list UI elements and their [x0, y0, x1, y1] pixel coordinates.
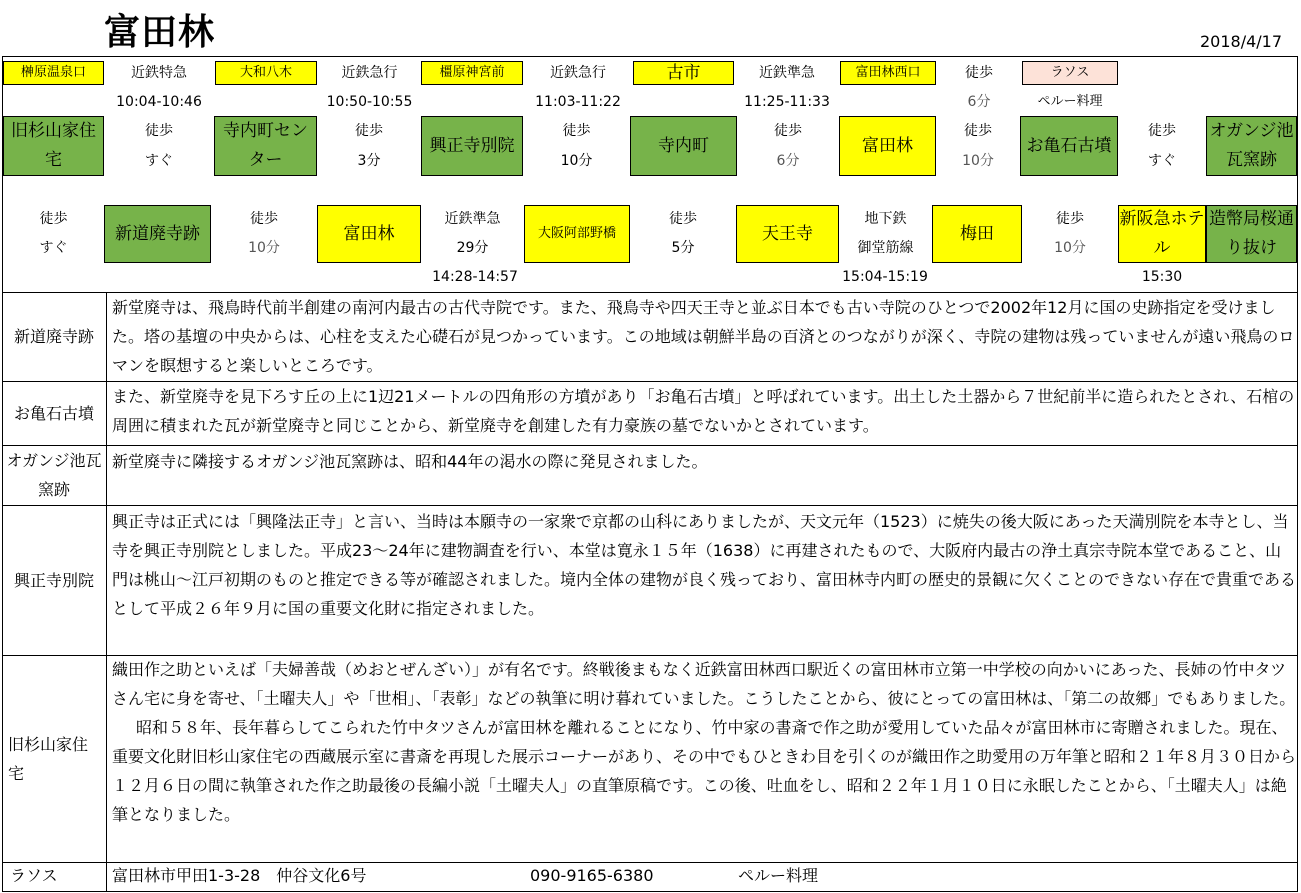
- desc-name-kyu-sugiyama: 旧杉山家住宅: [8, 734, 89, 783]
- segment-time: すぐ: [145, 152, 173, 169]
- segment-mode: 徒歩: [1148, 122, 1176, 139]
- arrival-time: 15:30: [1141, 268, 1183, 285]
- segment-time: 11:25-11:33: [744, 93, 830, 110]
- station-zoheikyoku: 造幣局桜通り抜け: [1206, 205, 1297, 263]
- station-jinaimachi-center: 寺内町センター: [214, 116, 317, 176]
- segment-time: 6分: [967, 93, 991, 110]
- date: 2018/4/17: [1200, 32, 1283, 51]
- segment-time: 10:50-10:55: [326, 93, 413, 110]
- info-name: ラソス: [10, 866, 58, 885]
- desc-name-koshoji: 興正寺別院: [13, 570, 94, 590]
- station-jinaimachi: 寺内町: [630, 116, 737, 176]
- page-title: 富田林: [104, 12, 216, 53]
- station-yamato-yagi: 大和八木: [215, 61, 317, 85]
- segment-mode: 徒歩: [965, 64, 993, 81]
- segment-time: 29分: [456, 239, 489, 256]
- station-shin-hankyu-hotel: 新阪急ホテル: [1118, 205, 1206, 263]
- station-umeda: 梅田: [932, 205, 1022, 263]
- desc-name-shindo-haiji: 新道廃寺跡: [13, 327, 94, 346]
- desc-text-shindo-haiji: 新堂廃寺は、飛鳥時代前半創建の南河内最古の古代寺院です。また、飛鳥寺や四天王寺と並ぶ日本でも古い寺院のひとつで2002年12月に国の史跡指定を受けました。塔の基壇の中央からは、心柱を支えた心礎石が見つかっています。この地域は朝鮮半島の百済とのつながりが深く、寺院の建物は残っていませんが遠い飛鳥のロマンを瞑想すると楽しいところです。: [112, 298, 1295, 375]
- station-kyu-sugiyama: 旧杉山家住宅: [3, 116, 104, 176]
- segment-mode: 地下鉄: [864, 210, 907, 227]
- segment-mode: 徒歩: [562, 122, 591, 139]
- segment-mode: 徒歩: [355, 122, 383, 139]
- divider: [2, 445, 1298, 446]
- desc-name-okameishi: お亀石古墳: [13, 403, 94, 423]
- station-rasosu: ラソス: [1022, 61, 1118, 85]
- segment-mode: 徒歩: [145, 122, 173, 139]
- station-sakakibara: 榊原温泉口: [3, 61, 104, 85]
- segment-mode: 徒歩: [250, 210, 278, 227]
- segment-time: 11:03-11:22: [535, 93, 621, 110]
- desc-text-okameishi: また、新堂廃寺を見下ろす丘の上に1辺21メートルの四角形の方墳があり「お亀石古墳」と呼ばれています。出土した土器から７世紀前半に造られたとされ、石棺の周囲に積まれた瓦が新堂廃寺と同じことから、新堂廃寺を創建した有力豪族の墓でないかとされています。: [112, 387, 1295, 435]
- segment-time: 10分: [1054, 239, 1086, 256]
- station-tondabayashi-nishiguchi: 富田林西口: [840, 61, 936, 85]
- segment-mode: 徒歩: [964, 122, 992, 139]
- rasosu-note: ペルー料理: [1037, 94, 1103, 110]
- desc-text-oganji: 新堂廃寺に隣接するオガンジ池瓦窯跡は、昭和44年の渇水の際に発見されました。: [112, 452, 708, 471]
- segment-time: 10分: [560, 152, 593, 169]
- divider: [2, 862, 1298, 863]
- info-cuisine: ペルー料理: [738, 866, 819, 885]
- segment-time: 10:04-10:46: [116, 93, 202, 110]
- station-tondabayashi: 富田林: [317, 205, 421, 263]
- segment-time: 3分: [357, 152, 381, 169]
- station-shindo-haiji: 新道廃寺跡: [104, 205, 211, 263]
- desc-name-oganji: オガンジ池瓦窯跡: [6, 451, 102, 499]
- segment-mode: 近鉄急行: [341, 64, 398, 81]
- segment-time: 6分: [776, 152, 800, 169]
- station-furuichi: 古市: [633, 61, 734, 85]
- segment-time: 5分: [671, 239, 695, 256]
- segment-mode: 近鉄準急: [759, 64, 815, 81]
- segment-line: 御堂筋線: [857, 239, 914, 256]
- segment-time: 10分: [248, 239, 280, 256]
- segment-mode: 近鉄準急: [444, 210, 501, 227]
- segment-mode: 徒歩: [774, 122, 802, 139]
- arrival-time: 15:04-15:19: [842, 268, 928, 285]
- segment-mode: 近鉄急行: [550, 64, 606, 81]
- station-tennoji: 天王寺: [736, 205, 839, 263]
- info-address: 富田林市甲田1-3-28 仲谷文化6号: [112, 866, 367, 885]
- segment-mode: 徒歩: [39, 210, 68, 227]
- station-tondabayashi: 富田林: [839, 116, 936, 176]
- station-koshoji-betsuin: 興正寺別院: [421, 116, 523, 176]
- arrival-time: 14:28-14:57: [432, 268, 518, 285]
- station-osaka-abenobashi: 大阪阿部野橋: [524, 205, 630, 263]
- segment-time: すぐ: [39, 239, 68, 256]
- segment-mode: 近鉄特急: [131, 64, 187, 81]
- divider: [2, 505, 1298, 506]
- divider: [106, 292, 107, 892]
- station-oganji-ike: オガンジ池瓦窯跡: [1206, 116, 1297, 176]
- info-phone: 090-9165-6380: [530, 866, 654, 885]
- desc-text-kyu-sugiyama: 織田作之助といえば「夫婦善哉（めおとぜんざい）」が有名です。終戦後まもなく近鉄富田林西口駅近くの富田林市立第一中学校の向かいにあった、長姉の竹中タツさん宅に身を寄せ、「土曜夫人」や「世相」、「表彰」などの執筆に明け暮れていました。こうしたことから、彼にとっての富田林は、「第二の故郷」でもありました。 昭和５８年、長年暮らしてこられた竹中タツさんが富田林を離れることになり、竹中家の書斎で作之助が愛用していた品々が富田林市に寄贈されました。現在、重要文化財旧杉山家住宅の西蔵展示室に書斎を再現した展示コーナーがあり、その中でもひときわ目を引くのが織田作之助愛用の万年筆と昭和２１年８月３０日から１２月６日の間に執筆された作之助最後の長編小説「土曜夫人」の直筆原稿です。この後、吐血をし、昭和２２年１月１０日に永眠したことから、「土曜夫人」は絶筆となりました。: [112, 660, 1296, 824]
- segment-mode: 徒歩: [1056, 210, 1084, 227]
- segment-mode: 徒歩: [669, 210, 697, 227]
- station-okameishi-kofun: お亀石古墳: [1020, 116, 1118, 176]
- segment-time: 10分: [962, 152, 994, 169]
- segment-time: すぐ: [1148, 152, 1176, 169]
- station-kashiharajingu: 橿原神宮前: [421, 61, 523, 85]
- desc-text-koshoji: 興正寺は正式には「興隆法正寺」と言い、当時は本願寺の一家衆で京都の山科にありましたが、天文元年（1523）に焼失の後大阪にあった天満別院を本寺とし、当寺を興正寺別院としました。平成23～24年に建物調査を行い、本堂は寛永１５年（1638）に再建されたもので、大阪府内最古の浄土真宗寺院本堂であること、山門は桃山～江戸初期のものと推定できる等が確認されました。境内全体の建物が良く残っており、富田林寺内町の歴史的景観に欠くことのできない存在で貴重であるとして平成２６年９月に国の重要文化財に指定されました。: [112, 512, 1297, 618]
